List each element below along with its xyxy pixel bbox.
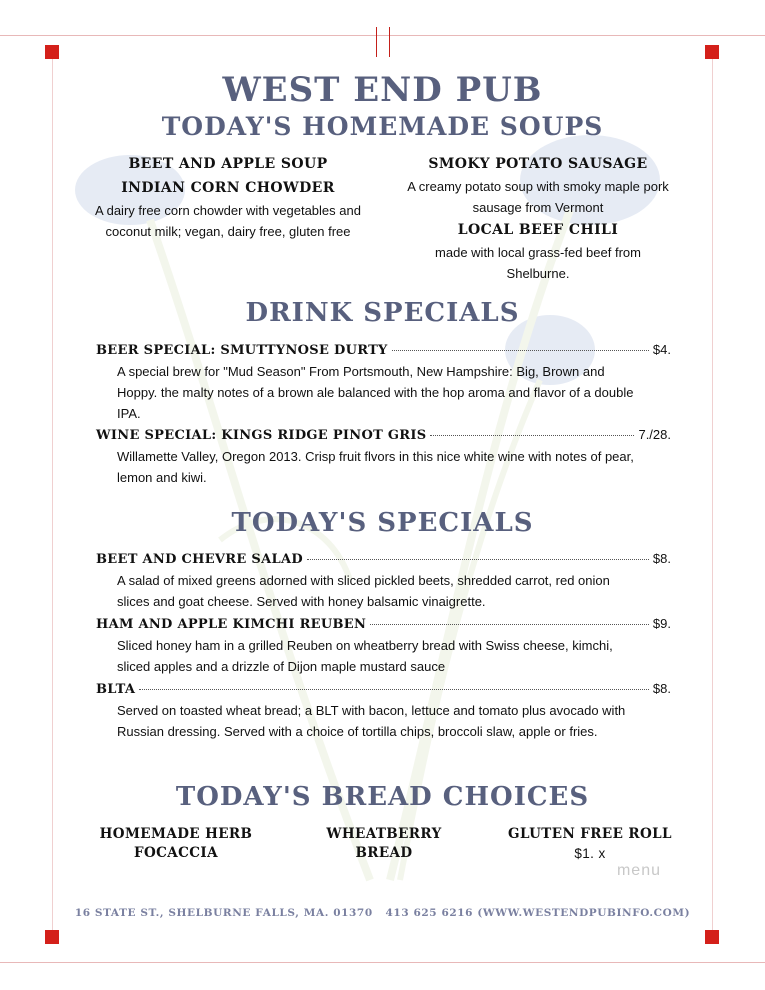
top-rule bbox=[0, 35, 765, 36]
bread-choices-heading: TODAY'S BREAD CHOICES bbox=[175, 782, 590, 812]
item-description: Sliced honey ham in a grilled Reuben on wheatberry bread with Swiss cheese, kimchi, sliced apples and a drizzle of Dijon maple mustard sauce bbox=[117, 638, 613, 674]
item-name: BEER SPECIAL: SMUTTYNOSE DURTY bbox=[96, 343, 388, 358]
item-name: BEET AND CHEVRE SALAD bbox=[96, 552, 303, 567]
bread-item-line2: FOCACCIA bbox=[133, 845, 219, 861]
bread-item-line2: BREAD bbox=[355, 845, 413, 861]
item-description: Willamette Valley, Oregon 2013. Crisp fruit flvors in this nice white wine with notes of pear, lemon and kiwi. bbox=[117, 449, 634, 485]
item-name: HAM AND APPLE KIMCHI REUBEN bbox=[96, 617, 367, 632]
menu-item-row bbox=[96, 427, 671, 443]
soup-description: made with local grass-fed beef from Shelburne. bbox=[435, 245, 641, 281]
item-price: $9. bbox=[652, 616, 671, 631]
soup-description: A dairy free corn chowder with vegetables and coconut milk; vegan, dairy free, gluten free bbox=[95, 203, 361, 239]
corner-square-tr bbox=[705, 45, 719, 59]
bread-item bbox=[500, 825, 680, 863]
soups-heading: TODAY'S HOMEMADE SOUPS bbox=[161, 112, 604, 141]
item-name: WINE SPECIAL: KINGS RIDGE PINOT GRIS bbox=[96, 428, 427, 443]
bread-item-line1: HOMEMADE HERB bbox=[99, 826, 253, 842]
todays-specials-heading: TODAY'S SPECIALS bbox=[231, 508, 534, 538]
item-price: $8. bbox=[652, 681, 671, 696]
bread-item bbox=[96, 825, 256, 863]
watermark: menu bbox=[616, 862, 661, 879]
bread-item-line2: $1. x bbox=[574, 846, 606, 861]
soup-name: SMOKY POTATO SAUSAGE bbox=[428, 156, 648, 172]
bread-item-line1: GLUTEN FREE ROLL bbox=[508, 826, 672, 842]
item-price: $8. bbox=[652, 551, 671, 566]
corner-square-br bbox=[705, 930, 719, 944]
leader-dots bbox=[139, 689, 649, 690]
top-divider-right bbox=[389, 27, 390, 57]
bread-item bbox=[304, 825, 464, 863]
corner-square-tl bbox=[45, 45, 59, 59]
item-name: BLTA bbox=[96, 682, 136, 697]
item-price: $4. bbox=[652, 342, 671, 357]
bread-item-line1: WHEATBERRY bbox=[326, 826, 442, 842]
soup-description: A creamy potato soup with smoky maple pork sausage from Vermont bbox=[407, 179, 669, 215]
leader-dots bbox=[307, 559, 649, 560]
drink-specials-heading: DRINK SPECIALS bbox=[245, 298, 520, 328]
soup-name: INDIAN CORN CHOWDER bbox=[121, 180, 335, 196]
soup-name: BEET AND APPLE SOUP bbox=[128, 156, 328, 172]
menu-item-row bbox=[96, 616, 671, 632]
leader-dots bbox=[392, 350, 649, 351]
leader-dots bbox=[370, 624, 649, 625]
menu-item-row bbox=[96, 681, 671, 697]
item-description: A salad of mixed greens adorned with sliced pickled beets, shredded carrot, red onion slices and goat cheese. Served with honey balsamic vinaigrette. bbox=[117, 573, 610, 609]
bottom-rule bbox=[0, 962, 765, 963]
corner-square-bl bbox=[45, 930, 59, 944]
soups-left-column bbox=[92, 152, 364, 242]
item-price: 7./28. bbox=[638, 427, 671, 442]
soups-right-column bbox=[404, 152, 672, 284]
footer-address: 16 STATE ST., SHELBURNE FALLS, MA. 01370 413 625 6216 (WWW.WESTENDPUBINFO.COM) bbox=[74, 907, 691, 919]
menu-item-row bbox=[96, 551, 671, 567]
soup-name: LOCAL BEEF CHILI bbox=[457, 222, 619, 238]
item-description: Served on toasted wheat bread; a BLT with bacon, lettuce and tomato plus avocado with Russian dressing. Served with a choice of tortilla chips, broccoli slaw, apple or fries. bbox=[117, 703, 626, 739]
top-divider-left bbox=[376, 27, 377, 57]
pub-title: WEST END PUB bbox=[222, 70, 543, 110]
leader-dots bbox=[430, 435, 634, 436]
item-description: A special brew for "Mud Season" From Portsmouth, New Hampshire: Big, Brown and Hoppy. the malty notes of a brown ale balanced with the hop aroma and flavor of a double IPA. bbox=[117, 364, 634, 421]
menu-item-row bbox=[96, 342, 671, 358]
